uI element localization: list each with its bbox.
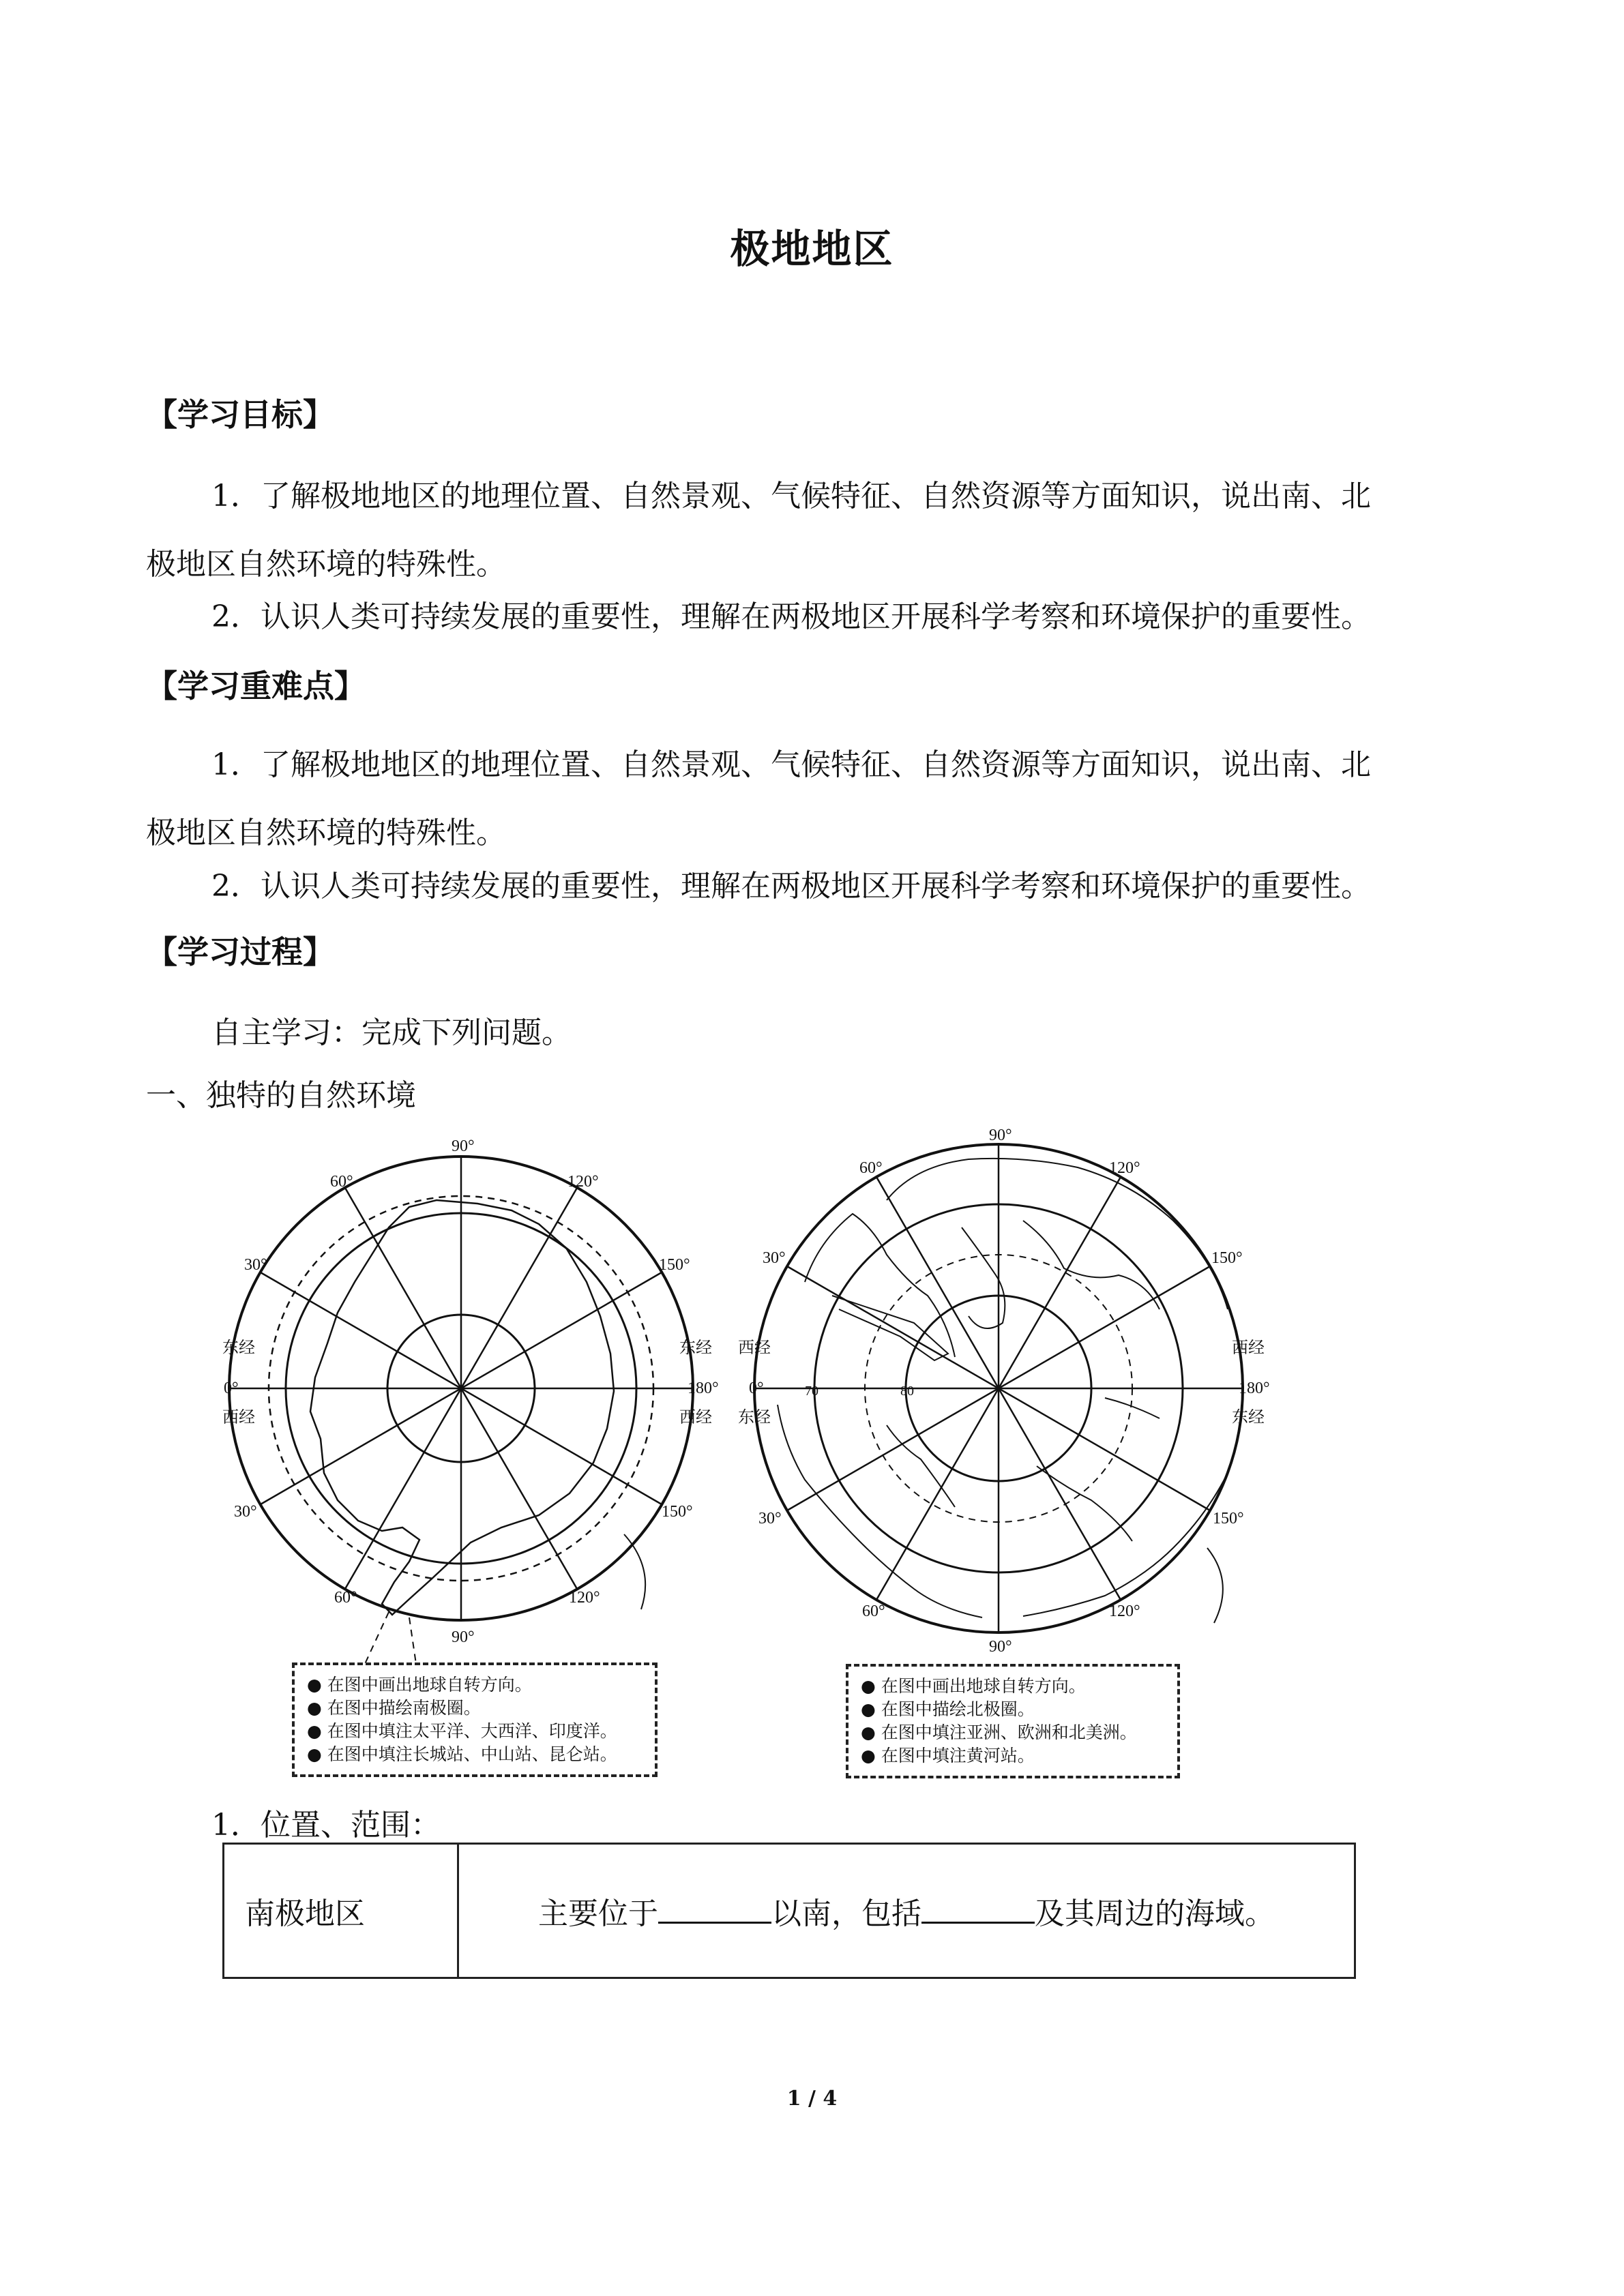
- north-label-120-bottom: 120°: [1109, 1602, 1140, 1620]
- north-task-4: ● 在图中填注黄河站。: [861, 1744, 1165, 1768]
- south-label-60-bottom: 60°: [334, 1589, 357, 1607]
- objectives-item-2-text: 2．认识人类可持续发展的重要性，理解在两极地区开展科学考察和环境保护的重要性。: [211, 599, 1371, 634]
- north-label-30-top: 30°: [763, 1249, 786, 1267]
- north-map-task-box: [846, 1664, 1180, 1778]
- answer-blank-2[interactable]: [921, 1894, 1035, 1924]
- key-points-item-1-line-1: 1．了解极地地区的地理位置、自然景观、气候特征、自然资源等方面知识，说出南、北: [211, 747, 1371, 782]
- range-table-row-label: 南极地区: [224, 1844, 458, 1978]
- south-label-left-lower: 西经: [222, 1407, 255, 1427]
- page-title: 极地地区: [730, 226, 894, 272]
- north-task-1: ● 在图中画出地球自转方向。: [861, 1675, 1165, 1698]
- north-label-lat-70: 70: [805, 1384, 818, 1399]
- north-label-120-top: 120°: [1109, 1159, 1140, 1177]
- south-label-180: 180°: [688, 1380, 719, 1397]
- objectives-item-1-line-1: 1．了解极地地区的地理位置、自然景观、气候特征、自然资源等方面知识，说出南、北: [211, 479, 1371, 513]
- north-label-0: 0°: [749, 1380, 764, 1397]
- key-points-heading: 【学习重难点】: [146, 668, 366, 704]
- south-label-left-upper: 东经: [222, 1338, 255, 1357]
- south-label-30-bottom: 30°: [234, 1503, 257, 1521]
- north-label-60-bottom: 60°: [862, 1602, 885, 1620]
- south-label-90-bottom: 90°: [452, 1628, 475, 1646]
- objectives-item-1-line-2: 极地区自然环境的特殊性。: [146, 547, 506, 582]
- north-label-left-upper: 西经: [738, 1338, 771, 1357]
- north-label-180: 180°: [1239, 1380, 1270, 1397]
- north-label-left-lower: 东经: [738, 1407, 771, 1427]
- key-points-item-2-text: 2．认识人类可持续发展的重要性，理解在两极地区开展科学考察和环境保护的重要性。: [211, 869, 1371, 904]
- north-map-arc: [1207, 1548, 1223, 1623]
- key-points-item-1-line-2: 极地区自然环境的特殊性。: [146, 816, 506, 850]
- south-task-1: ● 在图中画出地球自转方向。: [307, 1673, 643, 1697]
- process-subheading: 一、独特的自然环境: [146, 1078, 416, 1113]
- table-row: [224, 1844, 1355, 1978]
- north-label-lat-80: 80: [900, 1384, 914, 1399]
- process-heading: 【学习过程】: [146, 934, 334, 970]
- range-text-after: 及其周边的海域。: [1035, 1896, 1275, 1931]
- north-label-90-top: 90°: [989, 1127, 1012, 1144]
- north-label-right-upper: 西经: [1232, 1338, 1265, 1357]
- north-label-right-lower: 东经: [1232, 1407, 1265, 1427]
- process-intro: 自主学习：完成下列问题。: [211, 1015, 572, 1050]
- south-label-0: 0°: [224, 1380, 239, 1397]
- range-text-middle: 以南，包括: [771, 1896, 921, 1931]
- south-label-right-upper: 东经: [679, 1338, 712, 1357]
- south-task-2: ● 在图中描绘南极圈。: [307, 1697, 643, 1720]
- south-label-right-lower: 西经: [679, 1407, 712, 1427]
- objectives-heading: 【学习目标】: [146, 396, 334, 433]
- south-label-60-top: 60°: [330, 1173, 353, 1191]
- north-label-150-top: 150°: [1211, 1249, 1243, 1267]
- north-label-150-bottom: 150°: [1213, 1510, 1244, 1527]
- page-number: 1 / 4: [786, 2087, 838, 2111]
- south-label-120-bottom: 120°: [569, 1589, 600, 1607]
- south-label-90-top: 90°: [452, 1137, 475, 1155]
- range-text-before: 主要位于: [538, 1896, 658, 1931]
- question-1-label: 1．位置、范围：: [211, 1808, 441, 1843]
- north-task-3: ● 在图中填注亚洲、欧洲和北美洲。: [861, 1721, 1165, 1744]
- south-label-120-top: 120°: [567, 1173, 599, 1191]
- south-label-150-bottom: 150°: [662, 1503, 693, 1521]
- north-label-60-top: 60°: [859, 1159, 883, 1177]
- south-task-3: ● 在图中填注太平洋、大西洋、印度洋。: [307, 1720, 643, 1743]
- answer-blank-1[interactable]: [658, 1894, 771, 1924]
- south-label-150-top: 150°: [659, 1256, 690, 1274]
- north-label-30-bottom: 30°: [758, 1510, 782, 1527]
- south-task-4: ● 在图中填注长城站、中山站、昆仑站。: [307, 1743, 643, 1766]
- south-label-30-top: 30°: [244, 1256, 267, 1274]
- range-table: [222, 1843, 1356, 1979]
- north-label-90-bottom: 90°: [989, 1638, 1012, 1656]
- north-task-2: ● 在图中描绘北极圈。: [861, 1698, 1165, 1721]
- range-table-row-content: [458, 1844, 1355, 1978]
